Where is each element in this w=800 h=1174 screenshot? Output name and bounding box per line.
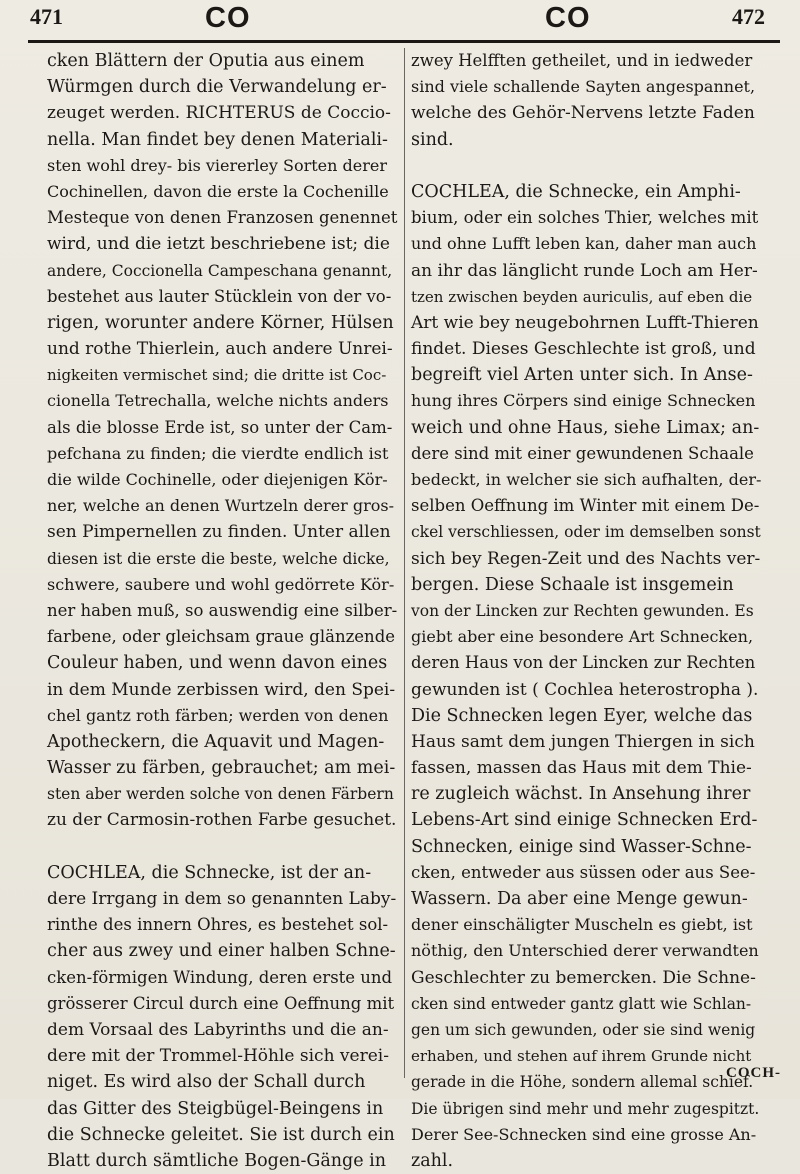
text-line: cionella Tetrechalla, welche nichts anders: [47, 391, 389, 411]
text-line: zwey Helfften getheilet, und in iedweder: [411, 51, 753, 70]
text-line: bergen. Diese Schaale ist insgemein: [411, 574, 734, 595]
text-line: Cochinellen, davon die erste la Cochenille: [47, 181, 389, 201]
text-line: und rothe Thierlein, auch andere Unrei-: [47, 339, 393, 360]
text-line: gewunden ist ( Cochlea heterostropha ).: [411, 679, 759, 700]
text-line: fassen, massen das Haus mit dem Thie-: [411, 758, 752, 779]
text-line: pefchana zu finden; die vierdte endlich ist: [47, 443, 389, 463]
text-line: wird, und die ietzt beschriebene ist; die: [47, 234, 390, 255]
text-line: cken sind entweder gantz glatt wie Schlan-: [411, 994, 752, 1013]
text-line: dener einschäligter Muscheln es giebt, ist: [411, 915, 753, 935]
text-line: giebt aber eine besondere Art Schnecken,: [411, 627, 754, 647]
text-line: an ihr das länglicht runde Loch am Her-: [411, 260, 758, 281]
text-line: zu der Carmosin-rothen Farbe gesuchet.: [47, 810, 397, 831]
text-line: Art wie bey neugebohrnen Lufft-Thieren: [411, 312, 759, 333]
text-line: die wilde Cochinelle, oder diejenigen Kör-: [47, 470, 388, 489]
text-line: Geschlechter zu bemercken. Die Schne-: [411, 967, 756, 988]
text-line: sen Pimpernellen zu finden. Unter allen: [47, 522, 391, 543]
text-line: COCHLEA, die Schnecke, ist der an-: [47, 862, 372, 883]
text-line: bedeckt, in welcher sie sich aufhalten, der-: [411, 470, 762, 489]
text-line: Derer See-Schnecken sind eine grosse An-: [411, 1124, 757, 1144]
column-divider: [404, 48, 405, 1078]
text-line: bestehet aus lauter Stücklein von der vo-: [47, 286, 392, 306]
text-line: tzen zwischen beyden auriculis, auf eben die: [411, 287, 753, 306]
text-line: findet. Dieses Geschlechte ist groß, und: [411, 339, 756, 360]
text-line: Apotheckern, die Aquavit und Magen-: [47, 731, 385, 752]
text-line: dere sind mit einer gewundenen Schaale: [411, 443, 754, 463]
text-line: cken Blättern der Oputia aus einem: [47, 51, 365, 71]
text-line: sind.: [411, 129, 454, 150]
text-line: ner, welche an denen Wurtzeln derer gros-: [47, 496, 395, 516]
text-line: sten aber werden solche von denen Färbern: [47, 785, 394, 804]
text-line: ckel verschliessen, oder im demselben sonst: [411, 523, 761, 542]
text-line: selben Oeffnung im Winter mit einem De-: [411, 496, 760, 516]
text-line: zahl.: [411, 1150, 454, 1171]
text-line: cher aus zwey und einer halben Schne-: [47, 941, 396, 962]
text-line: COCHLEA, die Schnecke, ein Amphi-: [411, 181, 741, 202]
catchword: COCH-: [726, 1065, 781, 1081]
text-line: sind viele schallende Sayten angespannet,: [411, 77, 756, 97]
text-line: die Schnecke geleitet. Sie ist durch ein: [47, 1124, 395, 1145]
text-line: Couleur haben, und wenn davon eines: [47, 653, 388, 674]
text-line: in dem Munde zerbissen wird, den Spei-: [47, 679, 396, 700]
text-line: rigen, worunter andere Körner, Hülsen: [47, 312, 394, 333]
text-line: dem Vorsaal des Labyrinths und die an-: [47, 1019, 389, 1040]
text-line: sich bey Regen-Zeit und des Nachts ver-: [411, 548, 761, 569]
text-line: gen um sich gewunden, oder sie sind wenig: [411, 1020, 756, 1039]
left-column: [47, 48, 398, 1171]
text-line: bium, oder ein solches Thier, welches mit: [411, 208, 759, 228]
text-line: re zugleich wächst. In Ansehung ihrer: [411, 784, 751, 805]
text-line: Lebens-Art sind einige Schnecken Erd-: [411, 810, 758, 831]
header-rule: [28, 40, 780, 43]
right-page-number: 472: [732, 4, 765, 29]
text-line: nella. Man findet bey denen Materiali-: [47, 129, 388, 150]
text-line: Die übrigen sind mehr und mehr zugespitzt.: [411, 1099, 760, 1118]
text-line: gerade in die Höhe, sondern allemal schief.: [411, 1073, 754, 1092]
text-line: diesen ist die erste die beste, welche dicke,: [47, 549, 390, 568]
text-line: nigkeiten vermischet sind; die dritte ist Coc-: [47, 366, 387, 385]
text-line: welche des Gehör-Nervens letzte Faden: [411, 103, 755, 124]
text-line: Würmgen durch die Verwandelung er-: [47, 77, 387, 98]
text-line: Mesteque von denen Franzosen genennet: [47, 208, 398, 228]
text-line: erhaben, und stehen auf ihrem Grunde nicht: [411, 1047, 752, 1066]
text-line: das Gitter des Steigbügel-Beingens in: [47, 1098, 384, 1119]
text-line: zeuget werden. RICHTERUS de Coccio-: [47, 103, 391, 124]
right-running-head: CO: [545, 2, 591, 34]
text-line: von der Lincken zur Rechten gewunden. Es: [411, 601, 754, 620]
text-line: hung ihres Cörpers sind einige Schnecken: [411, 391, 756, 411]
text-line: Wasser zu färben, gebrauchet; am mei-: [47, 758, 396, 779]
text-line: Haus samt dem jungen Thiergen in sich: [411, 731, 755, 752]
text-line: niget. Es wird also der Schall durch: [47, 1072, 366, 1093]
text-line: schwere, saubere und wohl gedörrete Kör-: [47, 574, 395, 594]
text-line: weich und ohne Haus, siehe Limax; an-: [411, 417, 760, 438]
text-line: Die Schnecken legen Eyer, welche das: [411, 705, 753, 726]
text-line: cken, entweder aus süssen oder aus See-: [411, 862, 756, 882]
text-line: als die blosse Erde ist, so unter der Cam-: [47, 417, 393, 437]
text-line: [47, 834, 397, 860]
text-line: Schnecken, einige sind Wasser-Schne-: [411, 836, 752, 857]
text-line: Blatt durch sämtliche Bogen-Gänge in: [47, 1150, 387, 1171]
text-line: deren Haus von der Lincken zur Rechten: [411, 653, 756, 673]
text-line: dere Irrgang in dem so genannten Laby-: [47, 889, 397, 909]
text-line: cken-förmigen Windung, deren erste und: [47, 967, 393, 987]
text-line: nöthig, den Unterschied derer verwandten: [411, 941, 759, 961]
text-line: andere, Coccionella Campeschana genannt,: [47, 261, 393, 280]
left-page-number: 471: [30, 4, 63, 29]
text-line: grösserer Circul durch eine Oeffnung mit: [47, 993, 395, 1013]
text-line: rinthe des innern Ohres, es bestehet sol-: [47, 915, 389, 935]
right-column: [411, 48, 762, 1171]
text-line: und ohne Lufft leben kan, daher man auch: [411, 234, 757, 254]
text-line: ner haben muß, so auswendig eine silber-: [47, 600, 398, 620]
text-line: [411, 153, 761, 179]
text-line: farbene, oder gleichsam graue glänzende: [47, 627, 396, 647]
text-line: Wassern. Da aber eine Menge gewun-: [411, 889, 748, 909]
text-line: begreift viel Arten unter sich. In Anse-: [411, 365, 753, 386]
text-line: dere mit der Trommel-Höhle sich verei-: [47, 1046, 389, 1067]
left-running-head: CO: [205, 2, 251, 34]
text-line: sten wohl drey- bis viererley Sorten derer: [47, 155, 387, 175]
text-line: chel gantz roth färben; werden von denen: [47, 705, 389, 725]
